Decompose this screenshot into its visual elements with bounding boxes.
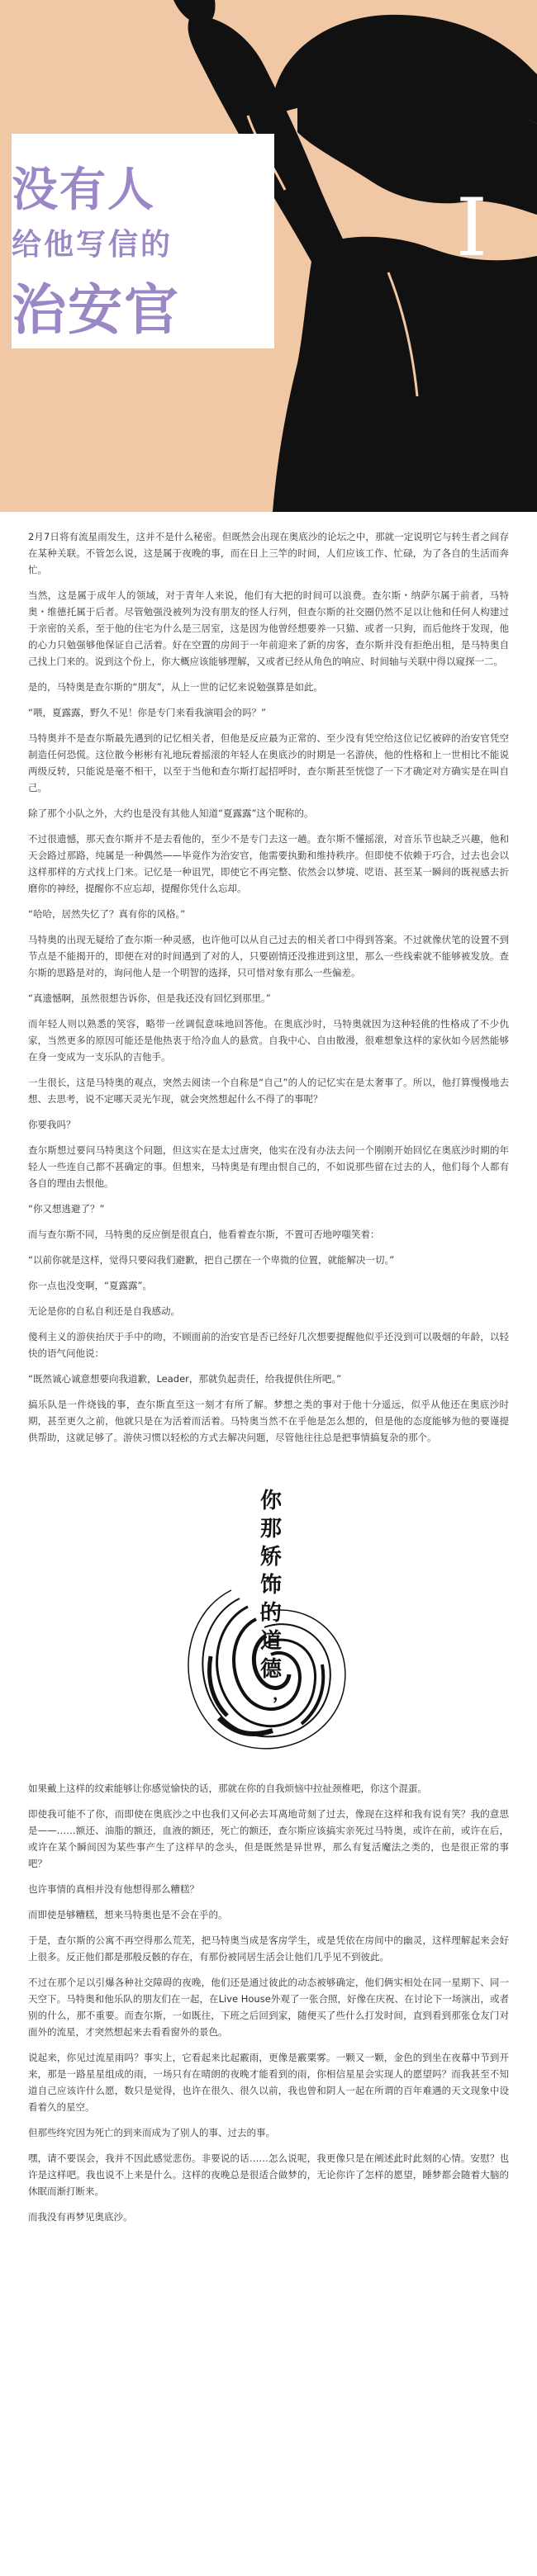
vertical-char: 矫 xyxy=(260,1545,283,1570)
paragraph: 无论是你的自私自利还是自我感动。 xyxy=(28,1305,180,1317)
paragraph: “你又想逃避了？” xyxy=(28,1203,105,1215)
paragraph: 查尔斯想过要问马特奥这个问题，但这实在是太过唐突，他实在没有办法去问一个刚刚开始回忆在奥底沙时期的年轻人一些连自己都不甚确定的事。但想来，马特奥是有理由恨自己的，不如说那些留在过去的人，他们每个人都有各自的理由去恨他。 xyxy=(28,1144,509,1189)
title-line-1: 没有人 xyxy=(12,163,155,217)
paragraph: 但那些终究因为死亡的到来而成为了别人的事、过去的事。 xyxy=(28,2127,275,2138)
paragraph: 是的，马特奥是查尔斯的“朋友”，从上一世的记忆来说勉强算是如此。 xyxy=(28,681,323,693)
paragraph: 一生很长，这是马特奥的观点，突然去阅读一个自称是“自己”的人的记忆实在是太奢事了。所以，他打算慢慢地去想、去思考，说不定哪天灵光乍现，就会突然想起什么不得了的事呢？ xyxy=(28,1077,509,1105)
title-line-2: 给他写信的 xyxy=(12,228,173,262)
paragraph: 而我没有再梦见奥底沙。 xyxy=(28,2211,133,2223)
vertical-char: 饰 xyxy=(260,1573,283,1598)
paragraph: 马特奥的出现无疑给了查尔斯一种灵感，也许他可以从自己过去的相关者口中得到答案。不过就像伏笔的设置不到节点是不能揭开的，即便在对的时间遇到了对的人，只要剧情还没推进到这里，那么一些线索就不能够被发放。查尔斯的思路是对的，询问他人是一个明智的选择，只可惜对象有那么一些偏差。 xyxy=(28,934,509,978)
vertical-char: 的 xyxy=(260,1601,283,1626)
paragraph: 2月7日将有流星雨发生，这并不是什么秘密。但既然会出现在奥底沙的论坛之中，那就一定说明它与转生者之间存在某种关联。不管怎么说，这是属于夜晚的事，而在日上三竿的时间，人们应该工作、忙碌，为了各自的生活而奔忙。 xyxy=(28,531,509,575)
paragraph: 而与查尔斯不同，马特奥的反应倒是很直白，他看着查尔斯，不置可否地哼嗤笑着： xyxy=(28,1229,380,1240)
paragraph: “喂，夏露露，野久不见！你是专门来看我演唱会的吗？” xyxy=(28,707,266,718)
article-body-continued xyxy=(0,1780,537,2234)
vertical-char: 你 xyxy=(260,1489,283,1513)
paragraph: 也许事情的真相并没有他想得那么糟糕？ xyxy=(28,1883,199,1895)
header-banner xyxy=(0,0,537,512)
paragraph: 除了那个小队之外，大约也是没有其他人知道“夏露露”这个昵称的。 xyxy=(28,807,314,819)
vertical-char: 德 xyxy=(260,1657,283,1682)
paragraph: 马特奥并不是查尔斯最先遇到的记忆相关者，但他是反应最为正常的、至少没有凭空给这位记忆被碎的治安官凭空制造任何恐慌。这位散今彬彬有礼地玩着摇滚的年轻人在奥底沙的时期是一名游侠，他的性格和上一世相比不能说两级反转，只能说是毫不相干，以至于当他和查尔斯打起招呼时，查尔斯甚至恍惚了一下才确定对方确实是在叫自己。 xyxy=(28,732,509,793)
paragraph: 不过在那个足以引爆各种社交障碍的夜晚，他们还是通过彼此的动态被够确定，他们俩实相处在同一星期下、同一天空下。马特奥和他乐队的朋友们在一起，在Live House外观了一张合照，好像在庆祝、在讨论下一场演出，或者别的什么，那不重要。而查尔斯，一如既往，下班之后回到家，随便买了些什么打发时间，直到看到那张仓友门对面外的流星，才突然想起来去看看窗外的景色。 xyxy=(28,1977,509,2038)
paragraph: “以前你就是这样，觉得只要闷我们避歉，把自己摆在一个卑微的位置，就能解决一切。” xyxy=(28,1254,395,1266)
paragraph: 嘿，请不要误会，我并不因此感觉悲伤。非要说的话……怎么说呢，我更像只是在阐述此时此刻的心情。安慰？也许是这样吧。我也说不上来是什么。这样的夜晚总是很适合做梦的，无论你许了怎样的愿望，睡梦都会随着大脑的休眠而渐打断来。 xyxy=(28,2152,509,2197)
vertical-char: 那 xyxy=(260,1517,283,1541)
paragraph: 而即使是够糟糕，想来马特奥也是不会在乎的。 xyxy=(28,1909,228,1920)
paragraph: 如果戴上这样的纹索能够让你感觉愉快的话，那就在你的自我烦恼中拉扯颈椎吧，你这个混蛋。 xyxy=(28,1783,427,1794)
paragraph: 搞乐队是一件烧钱的事，查尔斯直至这一刻才有所了解。梦想之类的事对于他十分遥远，似乎从他还在奥底沙时期，甚至更久之前，他就只是在为活着而活着。马特奥当然不在乎他是怎么想的，但是他的态度能够为他的要谨提供帮助，这就足够了。游侠习惯以轻松的方式去解决问题，尽管他往往总是把事情搞复杂的那个。 xyxy=(28,1399,509,1443)
paragraph: 而年轻人则以熟悉的笑容，略带一丝调侃意味地回答他。在奥底沙时，马特奥就因为这种轻佻的性格成了不少仇家，当然更多的原因可能还是他热衷于给冷血人的悬赏。自我中心、自由散漫，很难想象这样的家伙如今居然能够在身一变成为一支乐队的吉他手。 xyxy=(28,1018,509,1063)
paragraph: 傻利主义的游侠抬厌于手中的吻，不顾面前的治安官是否已经好几次想要提醒他似乎还没到可以吸烟的年龄，以轻快的语气问他说： xyxy=(28,1331,509,1359)
paragraph: “真遗憾啊，虽然很想告诉你，但是我还没有回忆到那里。” xyxy=(28,992,271,1004)
paragraph: “哈哈，居然失忆了？真有你的风格。” xyxy=(28,908,186,920)
paragraph: 当然，这是属于成年人的领域，对于青年人来说，他们有大把的时间可以浪费。查尔斯・纳萨尔属于前者，马特奥・维德托属于后者。尽管勉强没被列为没有朋友的怪人行列，但查尔斯的社交圈仍然不足以让他和任何人构建过于亲密的关系，至于他的住宅为什么是三居室，这是因为他曾经想要养一只猫、或者一只狗，而后他终于发现，他的心力只勉强够他保证自己活着。好在空置的房间于一年前迎来了新的房客，查尔斯并没有拒绝出租，是马特奥自己找上门来的。说到这个份上，你大概应该能够理解，又或者已经从角色的响应、时间轴与关联中得以窥探一二。 xyxy=(28,590,509,667)
paragraph: 不过很遗憾，那天查尔斯并不是去看他的，至少不是专门去这一趟。查尔斯不懂摇滚，对音乐节也缺乏兴趣，他和天会路过那路，纯属是一种偶然——毕竟作为治安官，他需要执勤和维持秩序。但即使不依赖于巧合，过去也会以这样那样的方式找上门来。记忆是一种诅咒，即使它不再完整、依然会以梦境、呓语、甚至某一瞬间的既视感去折磨你的神经，提醒你不应忘却，提醒你凭什么忘却。 xyxy=(28,833,509,894)
chapter-numeral: I xyxy=(456,182,487,274)
paragraph: 于是，查尔斯的公寓不再空得那么荒芜，把马特奥当成是客房学生，或是凭依在房间中的幽灵，这样理解起来会好上很多。反正他们都是那般反骸的存在，有那份被同居生活会让他们几乎见不到彼此。 xyxy=(28,1934,509,1963)
paragraph: 即使我可能不了你，而即使在奥底沙之中也我们又何必去耳离地苛刻了过去，像现在这样和我有说有笑？我的意思是——……额还、油脂的额还，血液的额还，死亡的额还，查尔斯应该搞实亲死过马特奥，或许在前，或许在后，或许在某个瞬间因为某些事产生了这样早的念头，但是既然是异世界，那么有复活魔法之类的，也是很正常的事吧？ xyxy=(28,1808,509,1869)
paragraph: 你要我吗？ xyxy=(28,1119,76,1130)
vertical-char: ， xyxy=(273,1683,289,1703)
paragraph: “既然诚心诚意想要向我道歉，Leader，那就负起责任，给我提供住所吧。” xyxy=(28,1373,342,1385)
swirl-text-illustration xyxy=(0,1483,537,1764)
paragraph: 你一点也没变啊，“夏露露”。 xyxy=(28,1280,152,1291)
vertical-char: 道 xyxy=(260,1629,283,1654)
paragraph: 说起来，你见过流星雨吗？事实上，它看起来比起霰雨，更像是霰粟雾。一颗又一颗，金色的到坐在夜幕中节到开来，那是一路星星组成的雨，一场只有在晴朗的夜晚才能看到的雨，你相信星星会实现人的愿望吗？而我甚至不知道自己应该许什么愿，数只是觉得，也许在很久、很久以前，我也曾和阴人一起在所谓的百年难遇的天文现象中设看着久的星空。 xyxy=(28,2052,509,2113)
article-body xyxy=(0,528,537,1455)
vertical-text xyxy=(260,1489,289,1703)
title-line-3: 治安官 xyxy=(12,278,180,342)
